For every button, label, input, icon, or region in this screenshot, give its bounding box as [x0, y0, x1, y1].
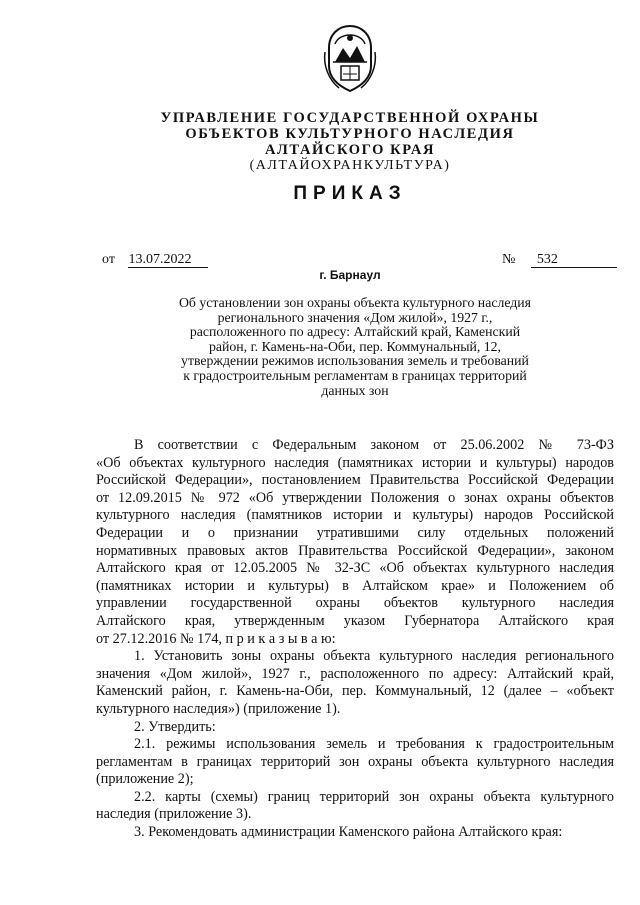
date-prefix: от [102, 252, 115, 267]
body-line: управлении государственной охраны объектов культурного наследия [96, 595, 614, 612]
body-line: Алтайского края, утвержденным указом Губернатора Алтайского края [96, 612, 614, 629]
subject-line: район, г. Камень-на-Оби, пер. Коммунальный, 12, [208, 338, 502, 354]
clause-3-line: 3. Рекомендовать администрации Каменского района Алтайского края: [134, 824, 563, 841]
number-row [502, 252, 617, 268]
clause-2-line: 2. Утвердить: [134, 718, 216, 735]
org-abbreviation: (АЛТАЙОХРАНКУЛЬТУРА) [249, 158, 451, 173]
document-number: 532 [531, 252, 617, 268]
clause-2-1-line: 2.1. режимы использования земель и требования к градостроительным [134, 736, 614, 753]
document-type-title: ПРИКАЗ [293, 183, 407, 204]
body-line: культурного наследия (памятников истории и культуры) народов Российской [96, 507, 614, 524]
body-line: Российской Федерации», постановлением Правительства Российской Федерации [96, 472, 614, 489]
body-line: «Об объектах культурного наследия (памятниках истории и культуры) народов [96, 454, 614, 471]
body-line: (памятниках истории и культуры) в Алтайском крае» и Положением об [96, 577, 614, 594]
subject-line: данных зон [321, 382, 389, 398]
body-line: Федерации и о признании утратившими силу отдельных положений [96, 524, 614, 541]
org-name-line-3: АЛТАЙСКОГО КРАЯ [264, 142, 436, 158]
body-line: от 27.12.2016 № 174, п р и к а з ы в а ю: [96, 630, 336, 647]
subject-line: Об установлении зон охраны объекта культурного наследия [178, 295, 532, 310]
body-line: от 12.09.2015 № 972 «Об утверждении Положения о зонах охраны объектов [96, 489, 614, 506]
subject-line: регионального значения «Дом жилой», 1927 г., [217, 309, 493, 325]
coat-of-arms-emblem [321, 22, 379, 94]
document-date: 13.07.2022 [128, 252, 208, 268]
clause-2-2-line: 2.2. карты (схемы) границ территорий зон охраны объекта культурного [134, 788, 614, 805]
clause-2-1-line: (приложение 2); [96, 771, 194, 788]
number-prefix: № [502, 252, 516, 267]
subject-line: к градостроительным регламентам в границах территорий [183, 367, 527, 383]
clause-2-1-line: регламентам в границах территорий зон охраны объекта культурного наследия [96, 753, 614, 770]
clause-1-line: значения «Дом жилой», 1927 г., расположенного по адресу: Алтайский край, [96, 665, 614, 682]
clause-1-line: 1. Установить зоны охраны объекта культурного наследия регионального [134, 648, 614, 665]
date-row [102, 252, 208, 268]
clause-1-line: Каменский район, г. Камень-на-Оби, пер. Коммунальный, 12 (далее – «объект [96, 683, 614, 700]
subject-line: расположенного по адресу: Алтайский край, Каменский [189, 324, 521, 340]
body-line: В соответствии с Федеральным законом от 25.06.2002 № 73-ФЗ [134, 437, 614, 453]
clause-1-line: культурного наследия») (приложение 1). [96, 700, 341, 717]
subject-line: утверждении режимов использования земель и требований [181, 353, 529, 369]
city: г. Барнаул [319, 268, 381, 282]
order-subject [150, 296, 560, 398]
clause-2-2-line: наследия (приложение 3). [96, 806, 252, 823]
order-body [96, 437, 614, 842]
org-name-line-1: УПРАВЛЕНИЕ ГОСУДАРСТВЕННОЙ ОХРАНЫ [160, 110, 540, 126]
body-line: Алтайского края от 12.05.2005 № 32-ЗС «Об объектах культурного наследия [96, 560, 614, 577]
org-name-line-2: ОБЪЕКТОВ КУЛЬТУРНОГО НАСЛЕДИЯ [185, 126, 515, 142]
body-line: нормативных правовых актов Правительства Российской Федерации», законом [96, 542, 614, 559]
